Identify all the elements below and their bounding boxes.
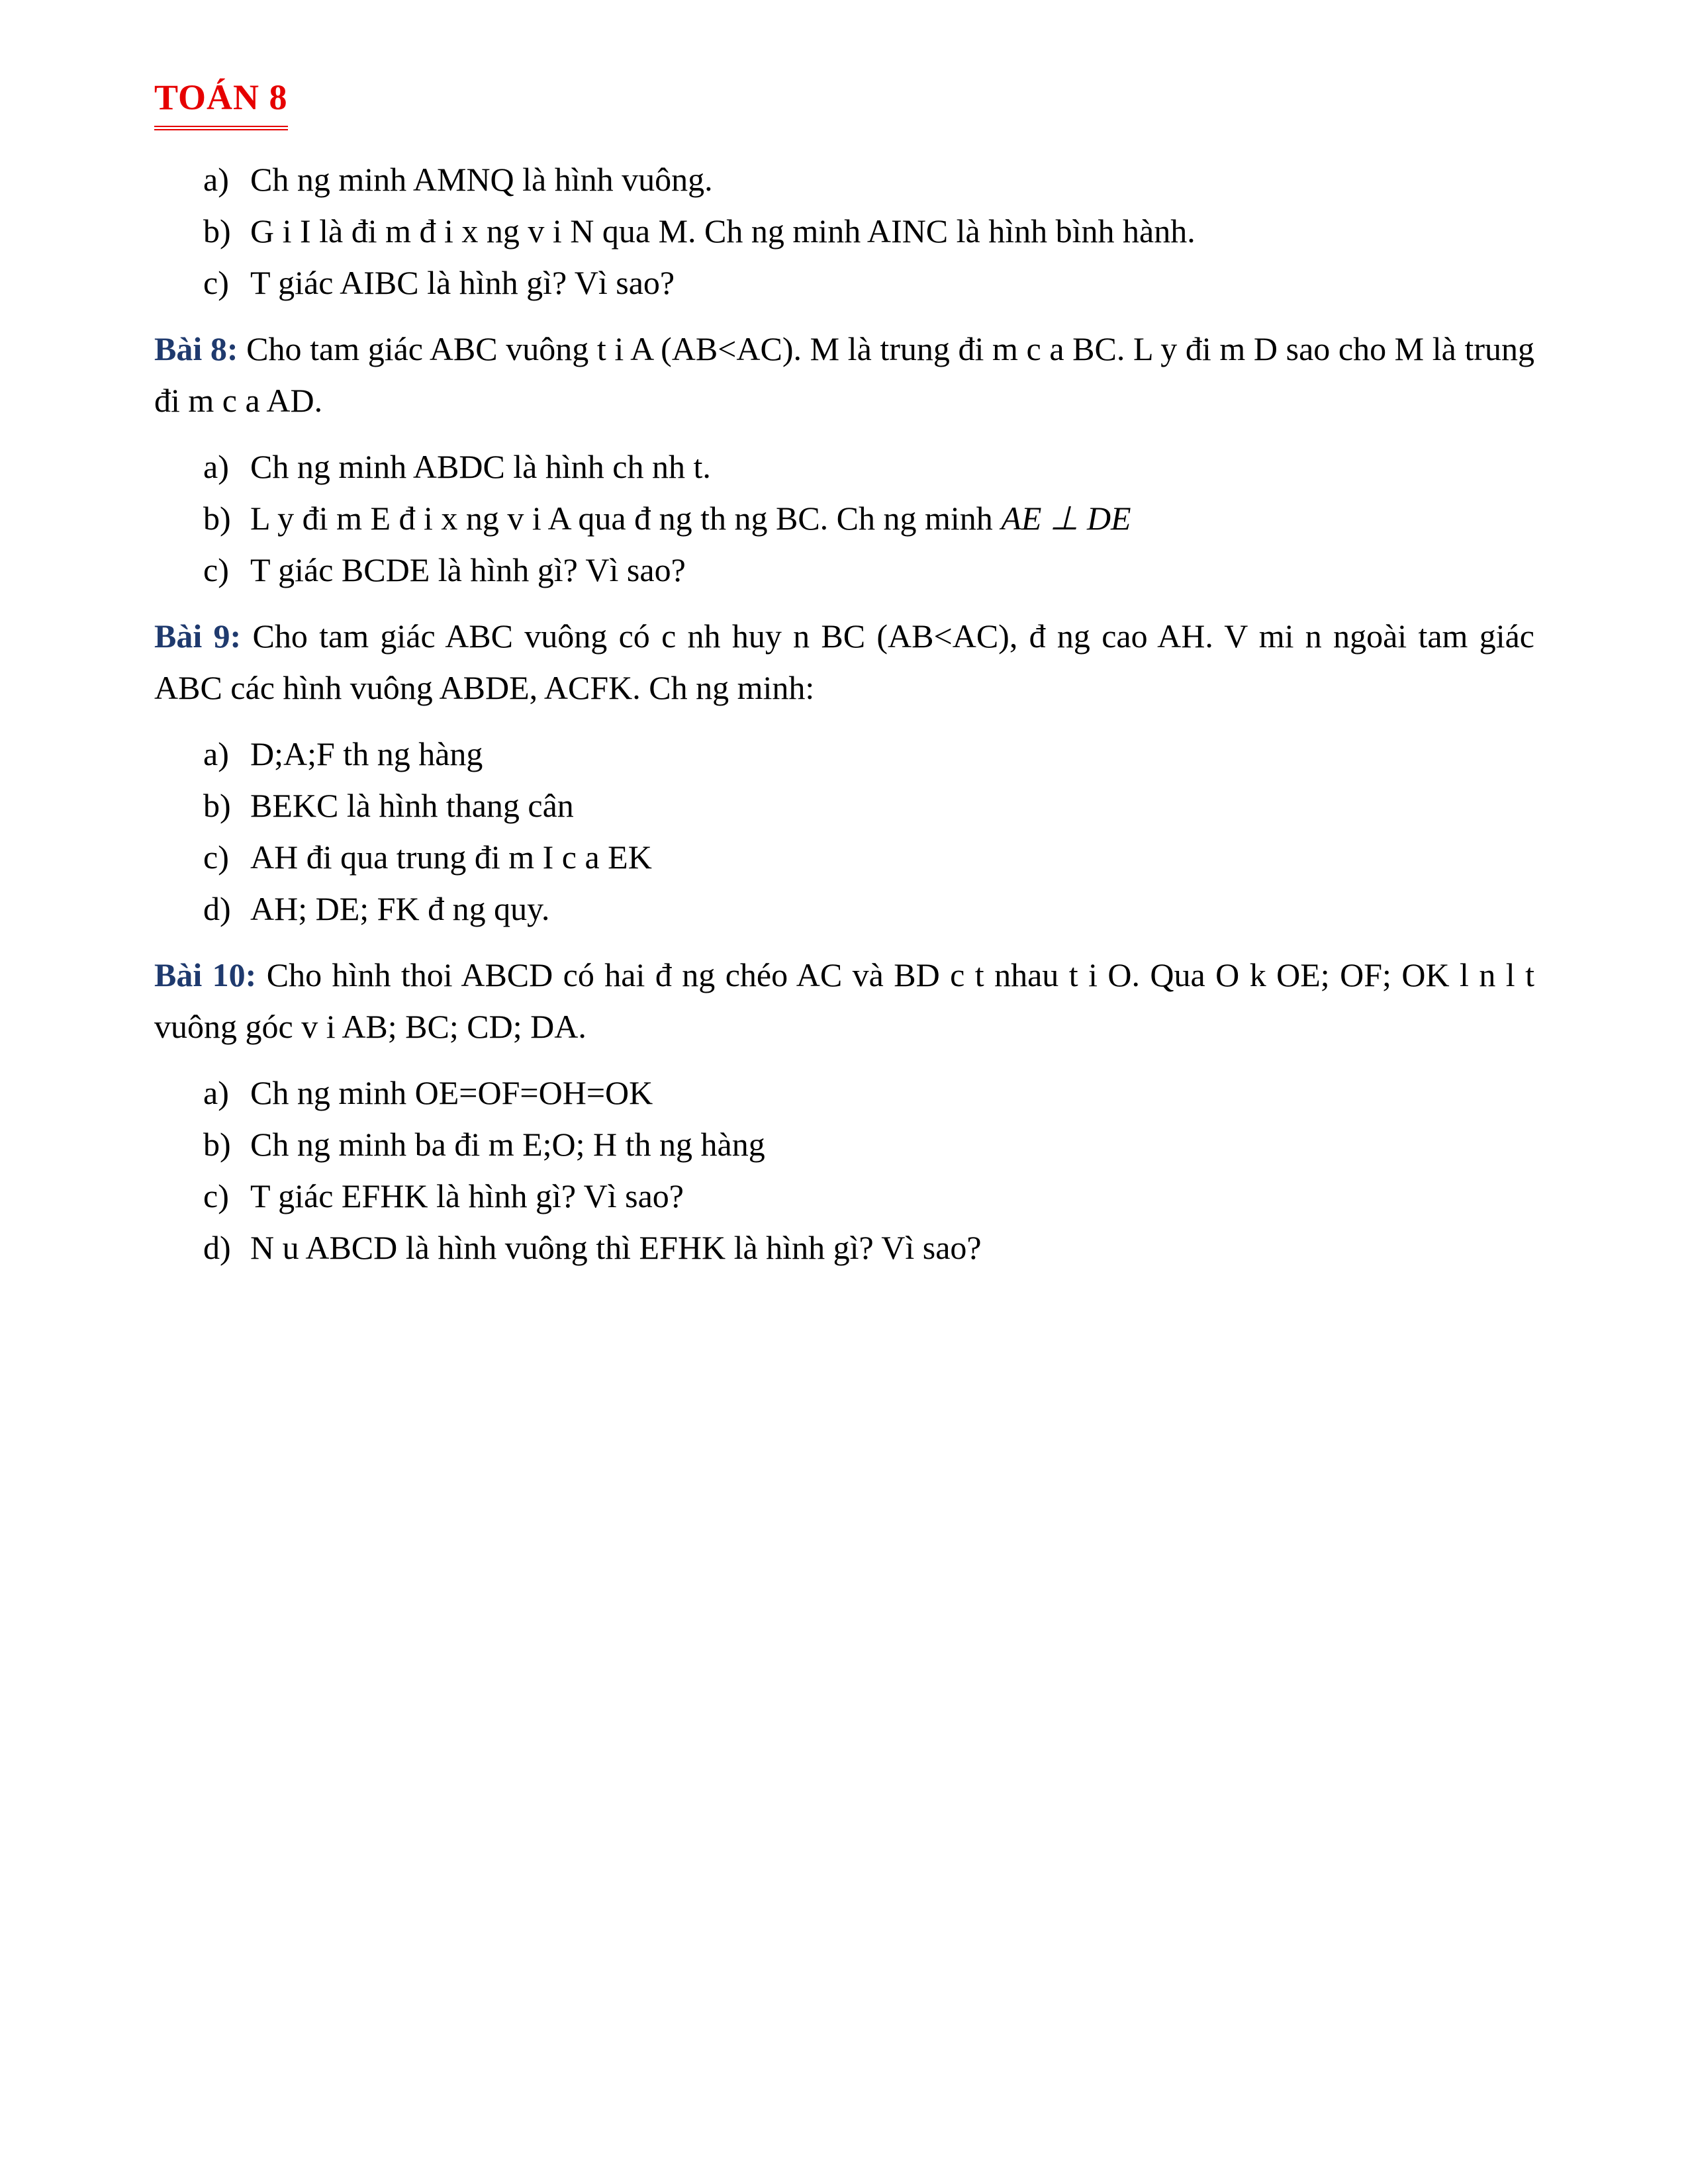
item-marker: d)	[203, 890, 231, 927]
list-item	[154, 1222, 1534, 1273]
item-text: Ch ng minh OE=OF=OH=OK	[250, 1074, 653, 1111]
item-marker: d)	[203, 1229, 231, 1266]
item-marker: c)	[203, 1177, 229, 1214]
item-text: AH đi qua trung đi m I c a EK	[250, 839, 652, 876]
item-marker: b)	[203, 1126, 231, 1163]
item-marker: b)	[203, 787, 231, 824]
item-text: T giác BCDE là hình gì? Vì sao?	[250, 551, 686, 588]
problem-10	[154, 949, 1534, 1052]
item-text: G i I là đi m đ i x ng v i N qua M. Ch ng minh AINC là hình bình hành.	[250, 212, 1196, 250]
item-text: Ch ng minh ABDC là hình ch nh t.	[250, 448, 711, 485]
item-marker: c)	[203, 839, 229, 876]
list-item	[154, 205, 1534, 257]
item-marker: b)	[203, 212, 231, 250]
item-text: D;A;F th ng hàng	[250, 735, 483, 772]
item-marker: a)	[203, 161, 229, 198]
item-text: N u ABCD là hình vuông thì EFHK là hình gì? Vì sao?	[250, 1229, 982, 1266]
document-body	[154, 154, 1534, 1273]
item-text: BEKC là hình thang cân	[250, 787, 574, 824]
problem-8	[154, 323, 1534, 426]
list-item	[154, 1170, 1534, 1222]
problem-9-items	[154, 728, 1534, 934]
problem-text: Cho tam giác ABC vuông t i A (AB<AC). M là trung đi m c a BC. L y đi m D sao cho M là trung đi m c a AD.	[154, 330, 1534, 419]
list-item	[154, 1118, 1534, 1170]
item-marker: a)	[203, 1074, 229, 1111]
item-marker: a)	[203, 448, 229, 485]
list-item	[154, 728, 1534, 780]
list-item	[154, 441, 1534, 492]
list-item	[154, 257, 1534, 308]
list-item	[154, 154, 1534, 205]
problem-9	[154, 610, 1534, 713]
item-marker: a)	[203, 735, 229, 772]
intro-item-list	[154, 154, 1534, 308]
item-text: T giác AIBC là hình gì? Vì sao?	[250, 264, 675, 301]
problem-text: Cho tam giác ABC vuông có c nh huy n BC (AB<AC), đ ng cao AH. V mi n ngoài tam giác ABC các hình vuông ABDE, ACFK. Ch ng minh:	[154, 617, 1534, 706]
item-marker: c)	[203, 264, 229, 301]
list-item	[154, 544, 1534, 596]
math-expression: AE ⊥ DE	[1001, 500, 1131, 537]
item-text: T giác EFHK là hình gì? Vì sao?	[250, 1177, 684, 1214]
problem-label: Bài 9:	[154, 617, 242, 655]
list-item	[154, 883, 1534, 934]
list-item	[154, 831, 1534, 883]
item-text: L y đi m E đ i x ng v i A qua đ ng th ng BC. Ch ng minh	[250, 500, 993, 537]
problem-label: Bài 10:	[154, 956, 257, 993]
list-item	[154, 492, 1534, 544]
problem-text: Cho hình thoi ABCD có hai đ ng chéo AC và BD c t nhau t i O. Qua O k OE; OF; OK l n l t vuông góc v i AB; BC; CD; DA.	[154, 956, 1534, 1045]
item-text: Ch ng minh AMNQ là hình vuông.	[250, 161, 713, 198]
problem-8-items	[154, 441, 1534, 596]
list-item	[154, 780, 1534, 831]
item-text: AH; DE; FK đ ng quy.	[250, 890, 550, 927]
item-marker: b)	[203, 500, 231, 537]
item-text: Ch ng minh ba đi m E;O; H th ng hàng	[250, 1126, 765, 1163]
page-title: TOÁN 8	[154, 74, 288, 130]
problem-label: Bài 8:	[154, 330, 238, 367]
item-marker: c)	[203, 551, 229, 588]
problem-10-items	[154, 1067, 1534, 1273]
list-item	[154, 1067, 1534, 1118]
